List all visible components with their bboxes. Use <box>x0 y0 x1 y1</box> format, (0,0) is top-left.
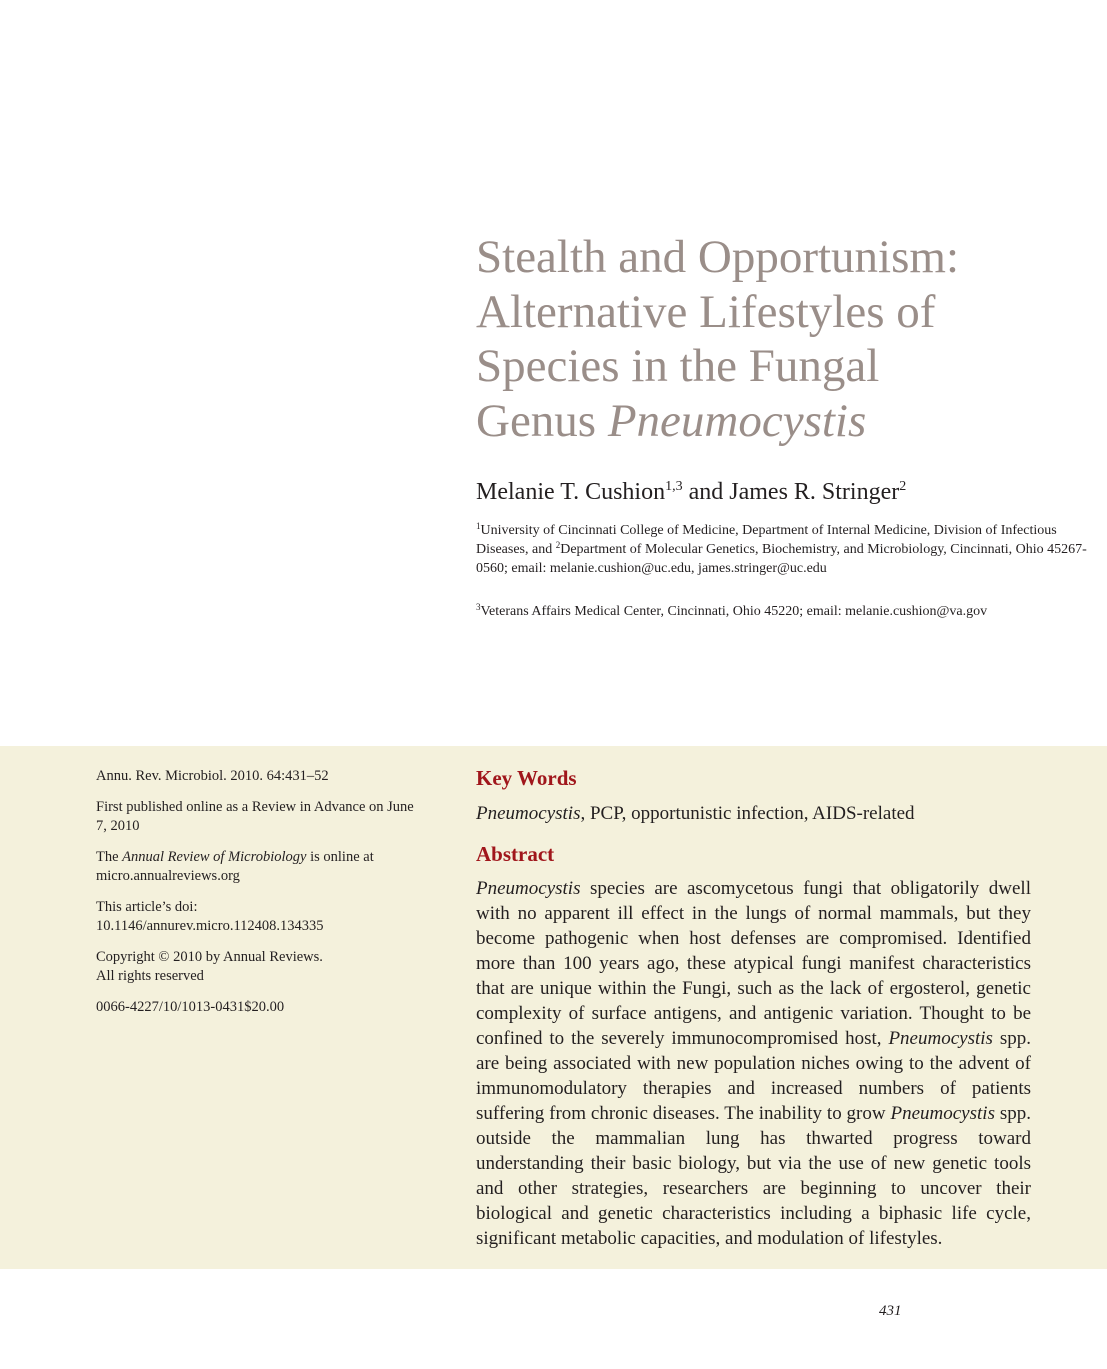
affiliation-2 <box>476 602 1096 621</box>
title-line-3: Species in the Fungal <box>476 340 880 392</box>
author-conjunction: and <box>682 479 730 505</box>
online-info <box>96 848 416 887</box>
copyright-info <box>96 948 416 987</box>
affil-mark-2: 2 <box>555 540 561 550</box>
author-2: James R. Stringer <box>729 479 900 505</box>
keywords-list <box>476 801 1036 827</box>
abstract-genus-2: Pneumocystis <box>888 1028 993 1049</box>
author-2-affil-mark: 2 <box>899 479 907 494</box>
abstract-heading: Abstract <box>476 842 555 866</box>
affil-text-2: Department of Molecular Genetics, Biochemistry, and Microbiology, Cincinnati, Ohio 45267-0560; email: melanie.cushion@uc.edu, james.stringer@uc.edu <box>476 542 1087 576</box>
online-prefix: The <box>96 848 123 865</box>
doi-label: This article’s doi: <box>96 898 198 915</box>
abstract-part-1: species are ascomycetous fungi that obligatorily dwell with no apparent ill effect in the lungs of normal mammals, but they become pathogenic when host defenses are compromised. Identified more than 100 years ago, these atypical fungi manifest characteristics that are unique within the Fungi, such as the lack of ergosterol, genetic complexity of surface antigens, and antigenic variation. Thought to be confined to the severely immunocompromised host, <box>476 878 1031 1049</box>
affil-mark-1: 1 <box>476 521 481 531</box>
abstract-genus-1: Pneumocystis <box>476 878 581 899</box>
keyword-rest: , PCP, opportunistic infection, AIDS-related <box>580 803 915 824</box>
author-1-affil-mark: 1,3 <box>665 479 683 494</box>
citation: Annu. Rev. Microbiol. 2010. 64:431–52 <box>96 768 329 784</box>
issn: 0066-4227/10/1013-0431$20.00 <box>96 998 285 1015</box>
article-title <box>476 230 1076 448</box>
published-date: First published online as a Review in Advance on June 7, 2010 <box>96 798 414 834</box>
rights: All rights reserved <box>96 968 204 984</box>
title-line-1: Stealth and Opportunism: <box>476 231 960 283</box>
author-list <box>476 474 1096 510</box>
publication-info-sidebar <box>96 767 416 1028</box>
abstract-text <box>476 876 1031 1251</box>
copyright: Copyright © 2010 by Annual Reviews. <box>96 948 323 965</box>
page-number: 431 <box>879 1303 902 1319</box>
affiliation-1 <box>476 521 1096 578</box>
affil-mark-3: 3 <box>476 602 481 612</box>
online-suffix: is online at micro.annualreviews.org <box>96 848 374 884</box>
abstract-part-2: spp. are being associated with new population niches owing to the advent of immunomodulatory therapies and increased numbers of patients suffering from chronic diseases. The inability to grow <box>476 1028 1031 1124</box>
title-line-4-prefix: Genus <box>476 394 608 447</box>
title-genus-italic: Pneumocystis <box>607 394 867 447</box>
title-line-2: Alternative Lifestyles of <box>476 285 936 338</box>
keywords-heading: Key Words <box>476 766 577 790</box>
affil-text-3: Veterans Affairs Medical Center, Cincinnati, Ohio 45220; email: melanie.cushion@va.gov <box>480 604 988 619</box>
journal-name: Annual Review of Microbiology <box>122 848 307 865</box>
abstract-genus-3: Pneumocystis <box>890 1103 995 1124</box>
affil-text-1: University of Cincinnati College of Medicine, Department of Internal Medicine, Division of Infectious Diseases, and <box>476 523 1057 557</box>
doi-info <box>96 898 416 937</box>
keyword-italic: Pneumocystis <box>476 803 581 824</box>
abstract-part-3: spp. outside the mammalian lung has thwarted progress toward understanding their basic biology, but via the use of new genetic tools and other strategies, researchers are beginning to uncover their biological and genetic characteristics including a biphasic life cycle, significant metabolic capacities, and modulation of lifestyles. <box>476 1103 1031 1249</box>
author-1: Melanie T. Cushion <box>476 479 666 505</box>
doi-value: 10.1146/annurev.micro.112408.134335 <box>96 918 324 934</box>
